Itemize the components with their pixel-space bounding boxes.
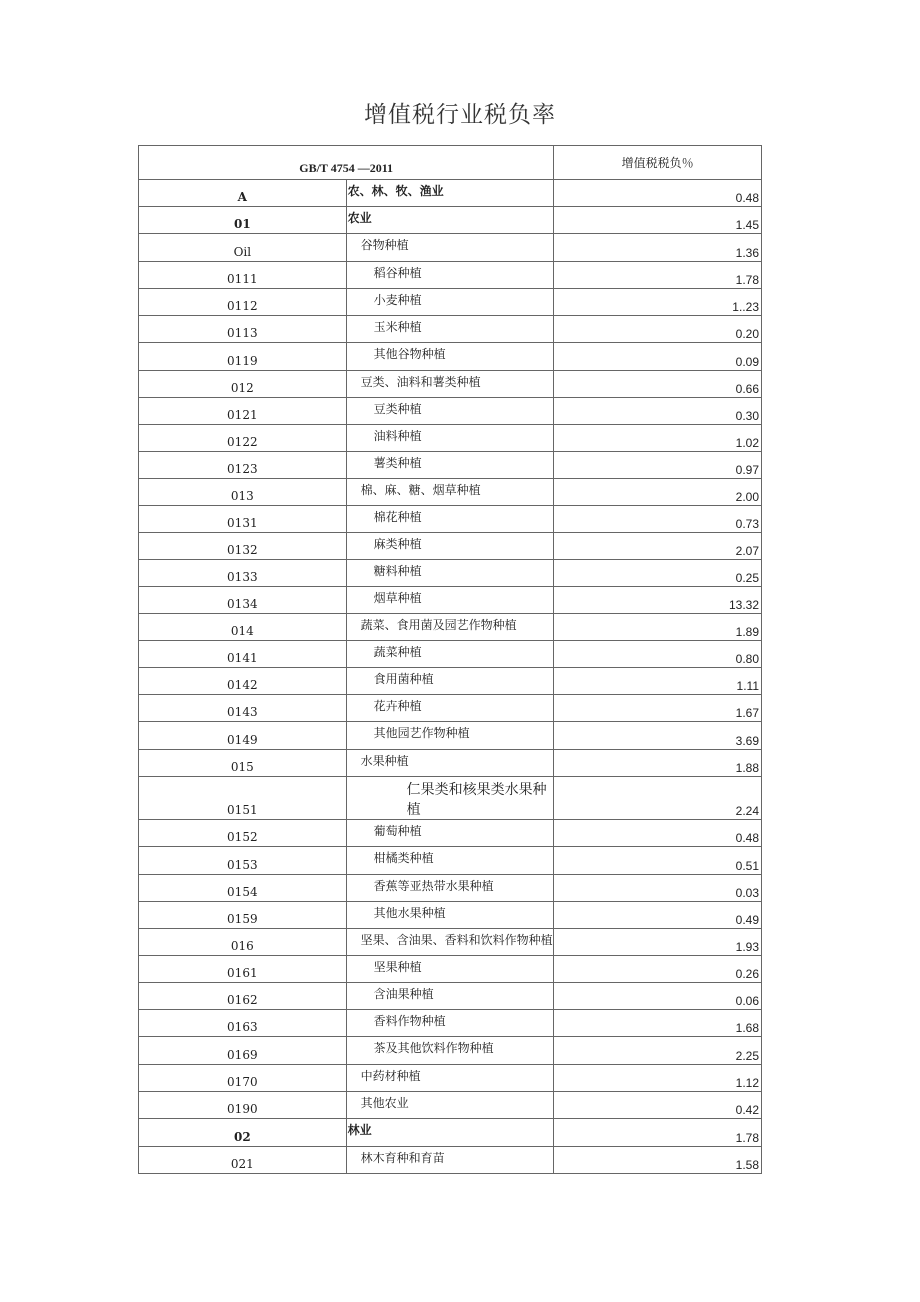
row-name: 中药材种植 bbox=[346, 1065, 554, 1092]
table-row bbox=[139, 956, 762, 983]
row-code: 016 bbox=[139, 929, 347, 956]
row-name: 林业 bbox=[346, 1119, 554, 1147]
table-row bbox=[139, 902, 762, 929]
row-name: 农、林、牧、渔业 bbox=[346, 180, 554, 207]
row-name: 稻谷种植 bbox=[346, 262, 554, 289]
table-row bbox=[139, 750, 762, 777]
table-row bbox=[139, 452, 762, 479]
row-name: 茶及其他饮料作物种植 bbox=[346, 1037, 554, 1065]
row-name: 坚果、含油果、香料和饮料作物种植 bbox=[346, 929, 554, 956]
row-code: 0132 bbox=[139, 533, 347, 560]
row-code: 0161 bbox=[139, 956, 347, 983]
row-rate: 0.66 bbox=[554, 371, 762, 398]
row-name: 葡萄种植 bbox=[346, 820, 554, 847]
row-code: 014 bbox=[139, 614, 347, 641]
table-row bbox=[139, 560, 762, 587]
row-code: 0162 bbox=[139, 983, 347, 1010]
row-rate: 0.48 bbox=[554, 820, 762, 847]
tax-rate-table bbox=[138, 145, 762, 1174]
row-code: A bbox=[139, 180, 347, 207]
row-name: 其他水果种植 bbox=[346, 902, 554, 929]
row-rate: 1.89 bbox=[554, 614, 762, 641]
table-header-row bbox=[139, 146, 762, 180]
table-row bbox=[139, 1119, 762, 1147]
row-code: 0169 bbox=[139, 1037, 347, 1065]
table-row bbox=[139, 614, 762, 641]
table-row bbox=[139, 371, 762, 398]
row-name: 棉花种植 bbox=[346, 506, 554, 533]
row-name: 林木育种和育苗 bbox=[346, 1147, 554, 1174]
row-rate: 1.78 bbox=[554, 1119, 762, 1147]
table-row bbox=[139, 479, 762, 506]
row-name: 水果种植 bbox=[346, 750, 554, 777]
row-rate: 0.48 bbox=[554, 180, 762, 207]
row-code: 0111 bbox=[139, 262, 347, 289]
row-name: 坚果种植 bbox=[346, 956, 554, 983]
row-code: 0121 bbox=[139, 398, 347, 425]
table-row bbox=[139, 722, 762, 750]
row-rate: 1.02 bbox=[554, 425, 762, 452]
table-row bbox=[139, 820, 762, 847]
row-rate: 2.07 bbox=[554, 533, 762, 560]
table-row bbox=[139, 587, 762, 614]
row-code: 0134 bbox=[139, 587, 347, 614]
row-code: 0133 bbox=[139, 560, 347, 587]
row-rate: 0.30 bbox=[554, 398, 762, 425]
row-code: 01 bbox=[139, 207, 347, 234]
row-code: 0152 bbox=[139, 820, 347, 847]
row-name: 谷物种植 bbox=[346, 234, 554, 262]
row-code: 0142 bbox=[139, 668, 347, 695]
row-rate: 0.09 bbox=[554, 343, 762, 371]
row-rate: 0.06 bbox=[554, 983, 762, 1010]
table-row bbox=[139, 316, 762, 343]
row-code: 0122 bbox=[139, 425, 347, 452]
row-name: 蔬菜种植 bbox=[346, 641, 554, 668]
row-code: 0119 bbox=[139, 343, 347, 371]
row-code: 0154 bbox=[139, 875, 347, 902]
row-code: 0113 bbox=[139, 316, 347, 343]
row-code: 0153 bbox=[139, 847, 347, 875]
row-code: 013 bbox=[139, 479, 347, 506]
row-rate: 0.80 bbox=[554, 641, 762, 668]
row-name: 豆类、油料和薯类种植 bbox=[346, 371, 554, 398]
table-row bbox=[139, 847, 762, 875]
table-row bbox=[139, 506, 762, 533]
row-name: 糖料种植 bbox=[346, 560, 554, 587]
row-rate: 1.88 bbox=[554, 750, 762, 777]
table-row bbox=[139, 983, 762, 1010]
table-row bbox=[139, 1092, 762, 1119]
row-rate: 0.73 bbox=[554, 506, 762, 533]
row-code: 0159 bbox=[139, 902, 347, 929]
row-name: 其他农业 bbox=[346, 1092, 554, 1119]
row-name: 麻类种植 bbox=[346, 533, 554, 560]
row-rate: 1.36 bbox=[554, 234, 762, 262]
table-row bbox=[139, 234, 762, 262]
row-name: 其他谷物种植 bbox=[346, 343, 554, 371]
table-row bbox=[139, 1010, 762, 1037]
row-rate: 13.32 bbox=[554, 587, 762, 614]
row-name: 棉、麻、糖、烟草种植 bbox=[346, 479, 554, 506]
row-name: 玉米种植 bbox=[346, 316, 554, 343]
table-row bbox=[139, 777, 762, 820]
row-rate: 1.58 bbox=[554, 1147, 762, 1174]
row-code: 0170 bbox=[139, 1065, 347, 1092]
table-row bbox=[139, 929, 762, 956]
row-name: 香蕉等亚热带水果种植 bbox=[346, 875, 554, 902]
row-code: 0149 bbox=[139, 722, 347, 750]
table-row bbox=[139, 1147, 762, 1174]
row-rate: 0.51 bbox=[554, 847, 762, 875]
row-rate: 0.20 bbox=[554, 316, 762, 343]
row-rate: 1.93 bbox=[554, 929, 762, 956]
header-rate: 增值税税负％ bbox=[554, 146, 762, 180]
row-code: 0190 bbox=[139, 1092, 347, 1119]
table-row bbox=[139, 875, 762, 902]
row-code: 015 bbox=[139, 750, 347, 777]
table-row bbox=[139, 398, 762, 425]
row-name: 薯类种植 bbox=[346, 452, 554, 479]
row-rate: 1.11 bbox=[554, 668, 762, 695]
row-name: 食用菌种植 bbox=[346, 668, 554, 695]
row-rate: 0.03 bbox=[554, 875, 762, 902]
table-row bbox=[139, 641, 762, 668]
row-name: 仁果类和核果类水果种植 bbox=[346, 777, 554, 820]
table-row bbox=[139, 262, 762, 289]
row-rate: 1.68 bbox=[554, 1010, 762, 1037]
row-code: 0141 bbox=[139, 641, 347, 668]
row-rate: 0.25 bbox=[554, 560, 762, 587]
row-name: 烟草种植 bbox=[346, 587, 554, 614]
header-standard: GB/T 4754 —2011 bbox=[139, 146, 554, 180]
row-name: 油料种植 bbox=[346, 425, 554, 452]
row-code: 0123 bbox=[139, 452, 347, 479]
row-code: 0143 bbox=[139, 695, 347, 722]
row-name: 其他园艺作物种植 bbox=[346, 722, 554, 750]
row-name: 小麦种植 bbox=[346, 289, 554, 316]
row-rate: 1.78 bbox=[554, 262, 762, 289]
row-code: 0163 bbox=[139, 1010, 347, 1037]
row-rate: 2.25 bbox=[554, 1037, 762, 1065]
row-rate: 1.12 bbox=[554, 1065, 762, 1092]
row-name: 柑橘类种植 bbox=[346, 847, 554, 875]
row-name: 含油果种植 bbox=[346, 983, 554, 1010]
row-rate: 0.49 bbox=[554, 902, 762, 929]
row-rate: 0.42 bbox=[554, 1092, 762, 1119]
table-row bbox=[139, 533, 762, 560]
table-body bbox=[139, 180, 762, 1174]
table-row bbox=[139, 695, 762, 722]
table-row bbox=[139, 289, 762, 316]
row-rate: 1..23 bbox=[554, 289, 762, 316]
row-rate: 2.24 bbox=[554, 777, 762, 820]
row-rate: 0.26 bbox=[554, 956, 762, 983]
row-code: 012 bbox=[139, 371, 347, 398]
row-code: 021 bbox=[139, 1147, 347, 1174]
table-row bbox=[139, 1065, 762, 1092]
row-name: 农业 bbox=[346, 207, 554, 234]
table-row bbox=[139, 343, 762, 371]
table-row bbox=[139, 425, 762, 452]
row-rate: 1.45 bbox=[554, 207, 762, 234]
row-rate: 0.97 bbox=[554, 452, 762, 479]
row-code: 0112 bbox=[139, 289, 347, 316]
row-code: 02 bbox=[139, 1119, 347, 1147]
page-title: 增值税行业税负率 bbox=[364, 102, 556, 128]
row-name: 豆类种植 bbox=[346, 398, 554, 425]
row-name: 香料作物种植 bbox=[346, 1010, 554, 1037]
row-name: 蔬菜、食用菌及园艺作物种植 bbox=[346, 614, 554, 641]
row-code: 0151 bbox=[139, 777, 347, 820]
table-row bbox=[139, 668, 762, 695]
table-row bbox=[139, 207, 762, 234]
row-code: Oil bbox=[139, 234, 347, 262]
row-rate: 2.00 bbox=[554, 479, 762, 506]
table-row bbox=[139, 1037, 762, 1065]
row-rate: 1.67 bbox=[554, 695, 762, 722]
row-rate: 3.69 bbox=[554, 722, 762, 750]
table-row bbox=[139, 180, 762, 207]
row-name: 花卉种植 bbox=[346, 695, 554, 722]
row-code: 0131 bbox=[139, 506, 347, 533]
